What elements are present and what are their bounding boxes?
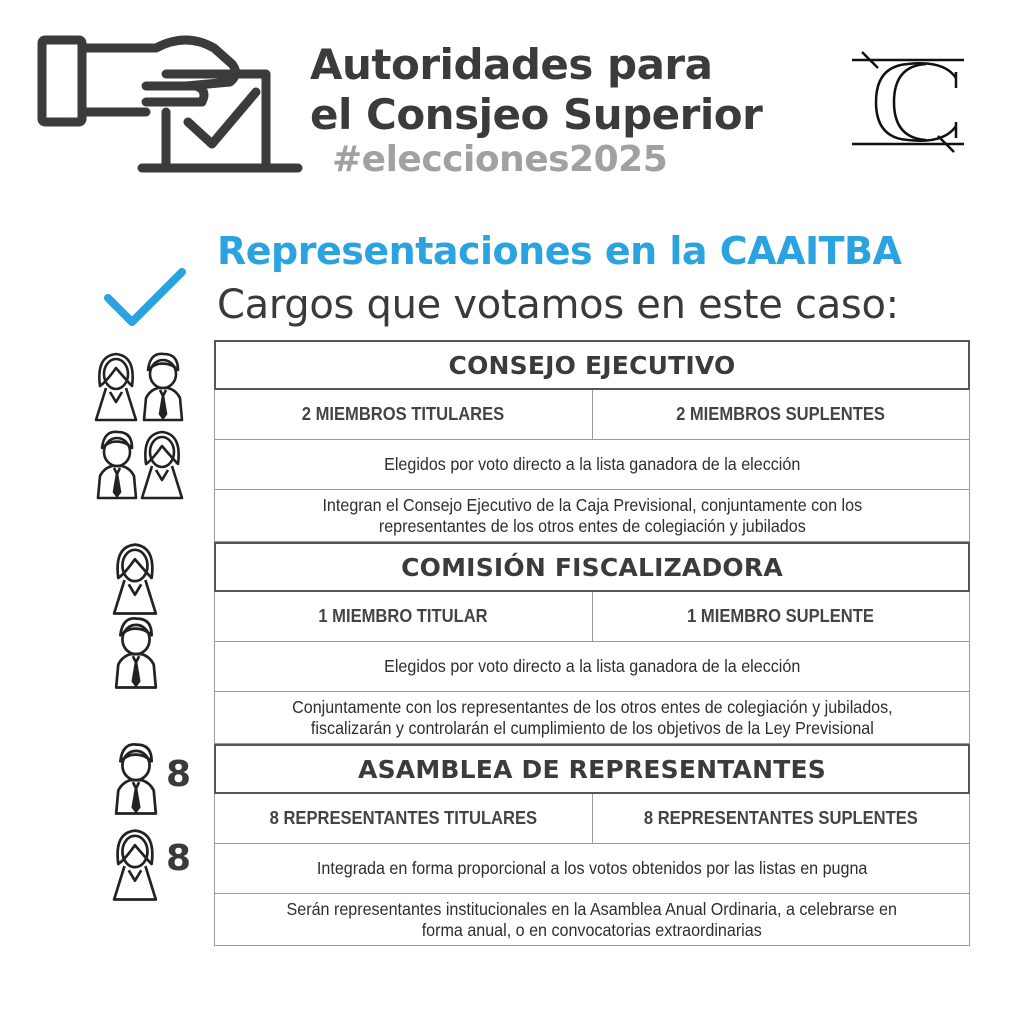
- section-subtitle: Cargos que votamos en este caso:: [217, 282, 899, 328]
- description-line-1: Serán representantes institucionales en la Asamblea Anual Ordinaria, a celebrarse en: [286, 898, 898, 919]
- block-heading: COMISIÓN FISCALIZADORA: [214, 542, 970, 592]
- description-row: [214, 490, 970, 542]
- title-line-2: el Consjeo Superior: [310, 90, 763, 139]
- members-row: [214, 592, 970, 642]
- suplentes-cell: 1 MIEMBRO SUPLENTE: [592, 592, 970, 641]
- checkmark-icon: [102, 264, 188, 330]
- woman-icon: [112, 824, 160, 904]
- election-method-row: Elegidos por voto directo a la lista ganadora de la elección: [214, 440, 970, 490]
- ballot-vote-icon: [36, 26, 308, 176]
- titulares-cell: 8 REPRESENTANTES TITULARES: [269, 808, 537, 828]
- description-line-1: Conjuntamente con los representantes de los otros entes de colegiación y jubilados,: [291, 696, 893, 717]
- members-row: [214, 390, 970, 440]
- election-method-row: Integrada en forma proporcional a los votos obtenidos por las listas en pugna: [214, 844, 970, 894]
- man-icon: [112, 612, 160, 692]
- titulares-cell: 2 MIEMBROS TITULARES: [302, 404, 505, 424]
- description-line-2: representantes de los otros entes de colegiación y jubilados: [378, 515, 806, 536]
- people-group-icon: [94, 348, 186, 500]
- members-row: [214, 794, 970, 844]
- description-line-2: fiscalizarán y controlarán el cumplimiento de los objetivos de la Ley Previsional: [310, 717, 874, 738]
- hashtag: #elecciones2025: [332, 139, 668, 180]
- description-line-2: forma anual, o en convocatorias extraordinarias: [421, 919, 763, 940]
- men-count: 8: [166, 754, 192, 795]
- suplentes-cell: 2 MIEMBROS SUPLENTES: [592, 390, 970, 439]
- titulares-cell: 1 MIEMBRO TITULAR: [318, 606, 488, 626]
- woman-icon: [112, 538, 160, 618]
- description-row: [214, 692, 970, 744]
- title-line-1: Autoridades para: [310, 40, 713, 89]
- description-row: [214, 894, 970, 946]
- positions-table: [214, 340, 970, 946]
- page-title: [310, 40, 762, 140]
- block-heading: ASAMBLEA DE REPRESENTANTES: [214, 744, 970, 794]
- election-method-row: Elegidos por voto directo a la lista ganadora de la elección: [214, 642, 970, 692]
- man-icon: [112, 738, 160, 818]
- section-title: Representaciones en la CAAITBA: [217, 229, 902, 273]
- suplentes-cell: 8 REPRESENTANTES SUPLENTES: [592, 794, 970, 843]
- block-heading: CONSEJO EJECUTIVO: [214, 340, 970, 390]
- description-line-1: Integran el Consejo Ejecutivo de la Caja Previsional, conjuntamente con los: [322, 494, 862, 515]
- cc-logo: [848, 42, 968, 154]
- women-count: 8: [166, 838, 192, 879]
